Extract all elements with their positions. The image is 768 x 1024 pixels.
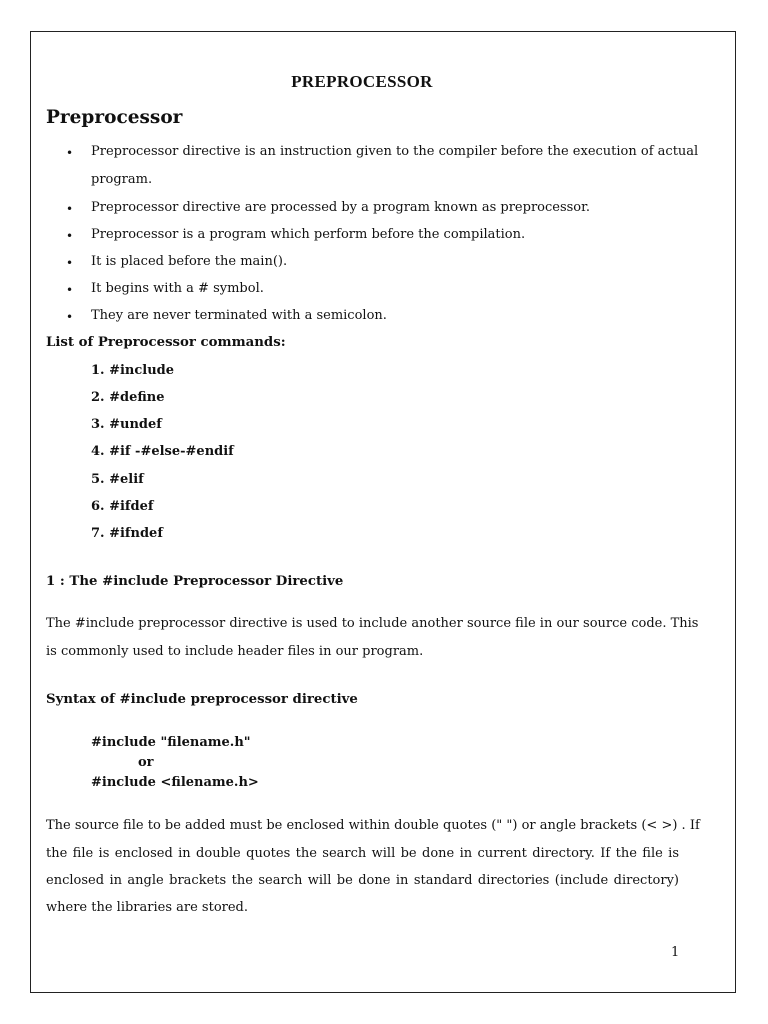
code-line: or [138, 755, 154, 770]
bullet-marker: • [66, 283, 74, 297]
bullet-marker: • [66, 229, 74, 243]
bullet-text: Preprocessor is a program which perform before the compilation. [91, 227, 526, 242]
bullet-marker: • [66, 146, 74, 160]
bullet-text: Preprocessor directive are processed by a program known as preprocessor. [91, 200, 591, 215]
paragraph-line: where the libraries are stored. [46, 900, 249, 915]
command-item: 4. #if -#else-#endif [91, 444, 234, 459]
page-number: 1 [671, 945, 680, 960]
command-item: 2. #define [91, 390, 165, 405]
paragraph-line: the file is enclosed in double quotes the search will be done in current directory. If the file is [46, 846, 679, 861]
code-line: #include "filename.h" [91, 735, 251, 750]
document-title: PREPROCESSOR [291, 72, 433, 91]
bullet-text: program. [91, 172, 153, 187]
bullet-marker: • [66, 256, 74, 270]
section-1-heading: 1 : The #include Preprocessor Directive [46, 574, 344, 589]
command-item: 5. #elif [91, 472, 144, 487]
code-line: #include <filename.h> [91, 775, 259, 790]
bullet-text: It begins with a # symbol. [91, 281, 264, 296]
bullet-marker: • [66, 202, 74, 216]
bullet-text: It is placed before the main(). [91, 254, 288, 269]
paragraph-line: is commonly used to include header files in our program. [46, 644, 424, 659]
paragraph-line: The #include preprocessor directive is used to include another source file in our source code. This [46, 616, 699, 631]
paragraph-line: enclosed in angle brackets the search will be done in standard directories (include directory) [46, 873, 679, 888]
bullet-marker: • [66, 310, 74, 324]
command-item: 1. #include [91, 363, 175, 378]
command-item: 7. #ifndef [91, 526, 163, 541]
commands-heading: List of Preprocessor commands: [46, 335, 286, 350]
command-item: 3. #undef [91, 417, 162, 432]
paragraph-line: The source file to be added must be enclosed within double quotes (" ") or angle brackets (< >) . If [46, 818, 700, 833]
section-heading: Preprocessor [46, 107, 183, 128]
command-item: 6. #ifdef [91, 499, 154, 514]
syntax-heading: Syntax of #include preprocessor directive [46, 692, 358, 707]
bullet-text: They are never terminated with a semicolon. [91, 308, 387, 323]
bullet-text: Preprocessor directive is an instruction given to the compiler before the execution of actual [91, 144, 699, 159]
